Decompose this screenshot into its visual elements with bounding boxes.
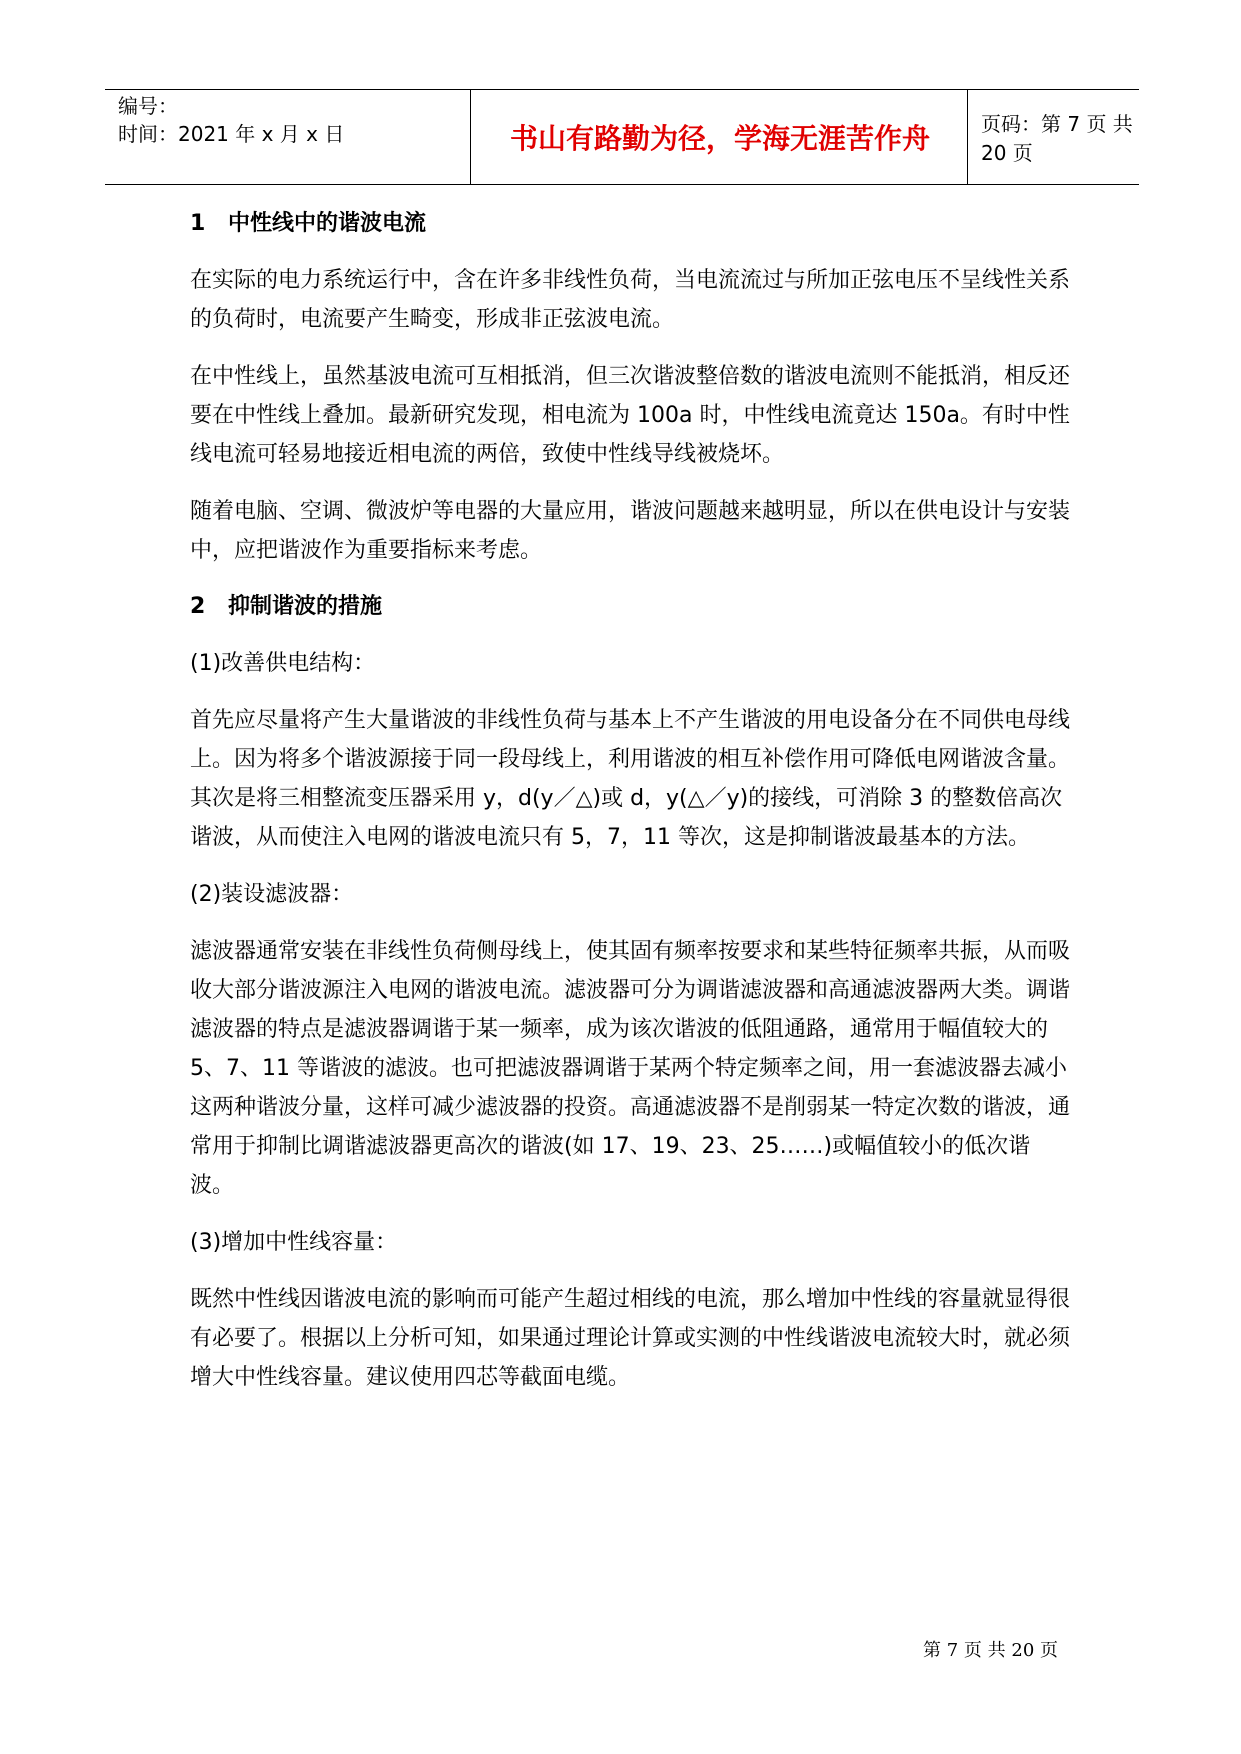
paragraph: 既然中性线因谐波电流的影响而可能产生超过相线的电流，那么增加中性线的容量就显得很有必要了。根据以上分析可知，如果通过理论计算或实测的中性线谐波电流较大时，就必须增大中性线容量。建议使用四芯等截面电缆。 — [190, 1287, 1071, 1390]
document-body — [190, 205, 1070, 1415]
header-divider — [470, 90, 471, 184]
header-meta — [118, 92, 468, 148]
header-page-info: 页码：第 7 页 共 20 页 — [981, 112, 1133, 165]
section-title: 中性线中的谐波电流 — [228, 211, 427, 236]
header-table — [105, 89, 1139, 185]
paragraph: 在实际的电力系统运行中，含在许多非线性负荷，当电流流过与所加正弦电压不呈线性关系的负荷时，电流要产生畸变，形成非正弦波电流。 — [190, 268, 1071, 332]
section-number: 1 — [190, 211, 206, 236]
serial-label: 编号： — [118, 94, 178, 118]
header-divider — [967, 90, 968, 184]
section-heading — [190, 205, 1070, 243]
section-title: 抑制谐波的措施 — [228, 594, 383, 619]
section-number: 2 — [190, 594, 206, 619]
measure-title: (1)改善供电结构： — [190, 651, 376, 676]
paragraph: 在中性线上，虽然基波电流可互相抵消，但三次谐波整倍数的谐波电流则不能抵消，相反还要在中性线上叠加。最新研究发现，相电流为 100a 时，中性线电流竟达 150a。有时中性线电流可轻易地接近相电流的两倍，致使中性线导线被烧坏。 — [190, 364, 1071, 467]
section-heading — [190, 588, 1070, 626]
paragraph: 首先应尽量将产生大量谐波的非线性负荷与基本上不产生谐波的用电设备分在不同供电母线上。因为将多个谐波源接于同一段母线上，利用谐波的相互补偿作用可降低电网谐波含量。其次是将三相整流变压器采用 y，d(y／△)或 d，y(△／y)的接线，可消除 3 的整数倍高次谐波，从而使注入电网的谐波电流只有 5，7，11 等次，这是抑制谐波最基本的方法。 — [190, 708, 1071, 850]
header-motto: 书山有路勤为径，学海无涯苦作舟 — [509, 122, 930, 155]
paragraph: 随着电脑、空调、微波炉等电器的大量应用，谐波问题越来越明显，所以在供电设计与安装中，应把谐波作为重要指标来考虑。 — [190, 499, 1071, 563]
measure-title: (3)增加中性线容量： — [190, 1230, 398, 1255]
time-label: 时间：2021 年 x 月 x 日 — [118, 122, 345, 146]
page-footer: 第 7 页 共 20 页 — [923, 1640, 1058, 1661]
measure-title: (2)装设滤波器： — [190, 882, 354, 907]
paragraph: 滤波器通常安装在非线性负荷侧母线上，使其固有频率按要求和某些特征频率共振，从而吸收大部分谐波源注入电网的谐波电流。滤波器可分为调谐滤波器和高通滤波器两大类。调谐滤波器的特点是滤波器调谐于某一频率，成为该次谐波的低阻通路，通常用于幅值较大的 5、7、11 等谐波的滤波。也可把滤波器调谐于某两个特定频率之间，用一套滤波器去减小这两种谐波分量，这样可减少滤波器的投资。高通滤波器不是削弱某一特定次数的谐波，通常用于抑制比调谐滤波器更高次的谐波(如 17、19、23、25……)或幅值较小的低次谐波。 — [190, 939, 1071, 1198]
